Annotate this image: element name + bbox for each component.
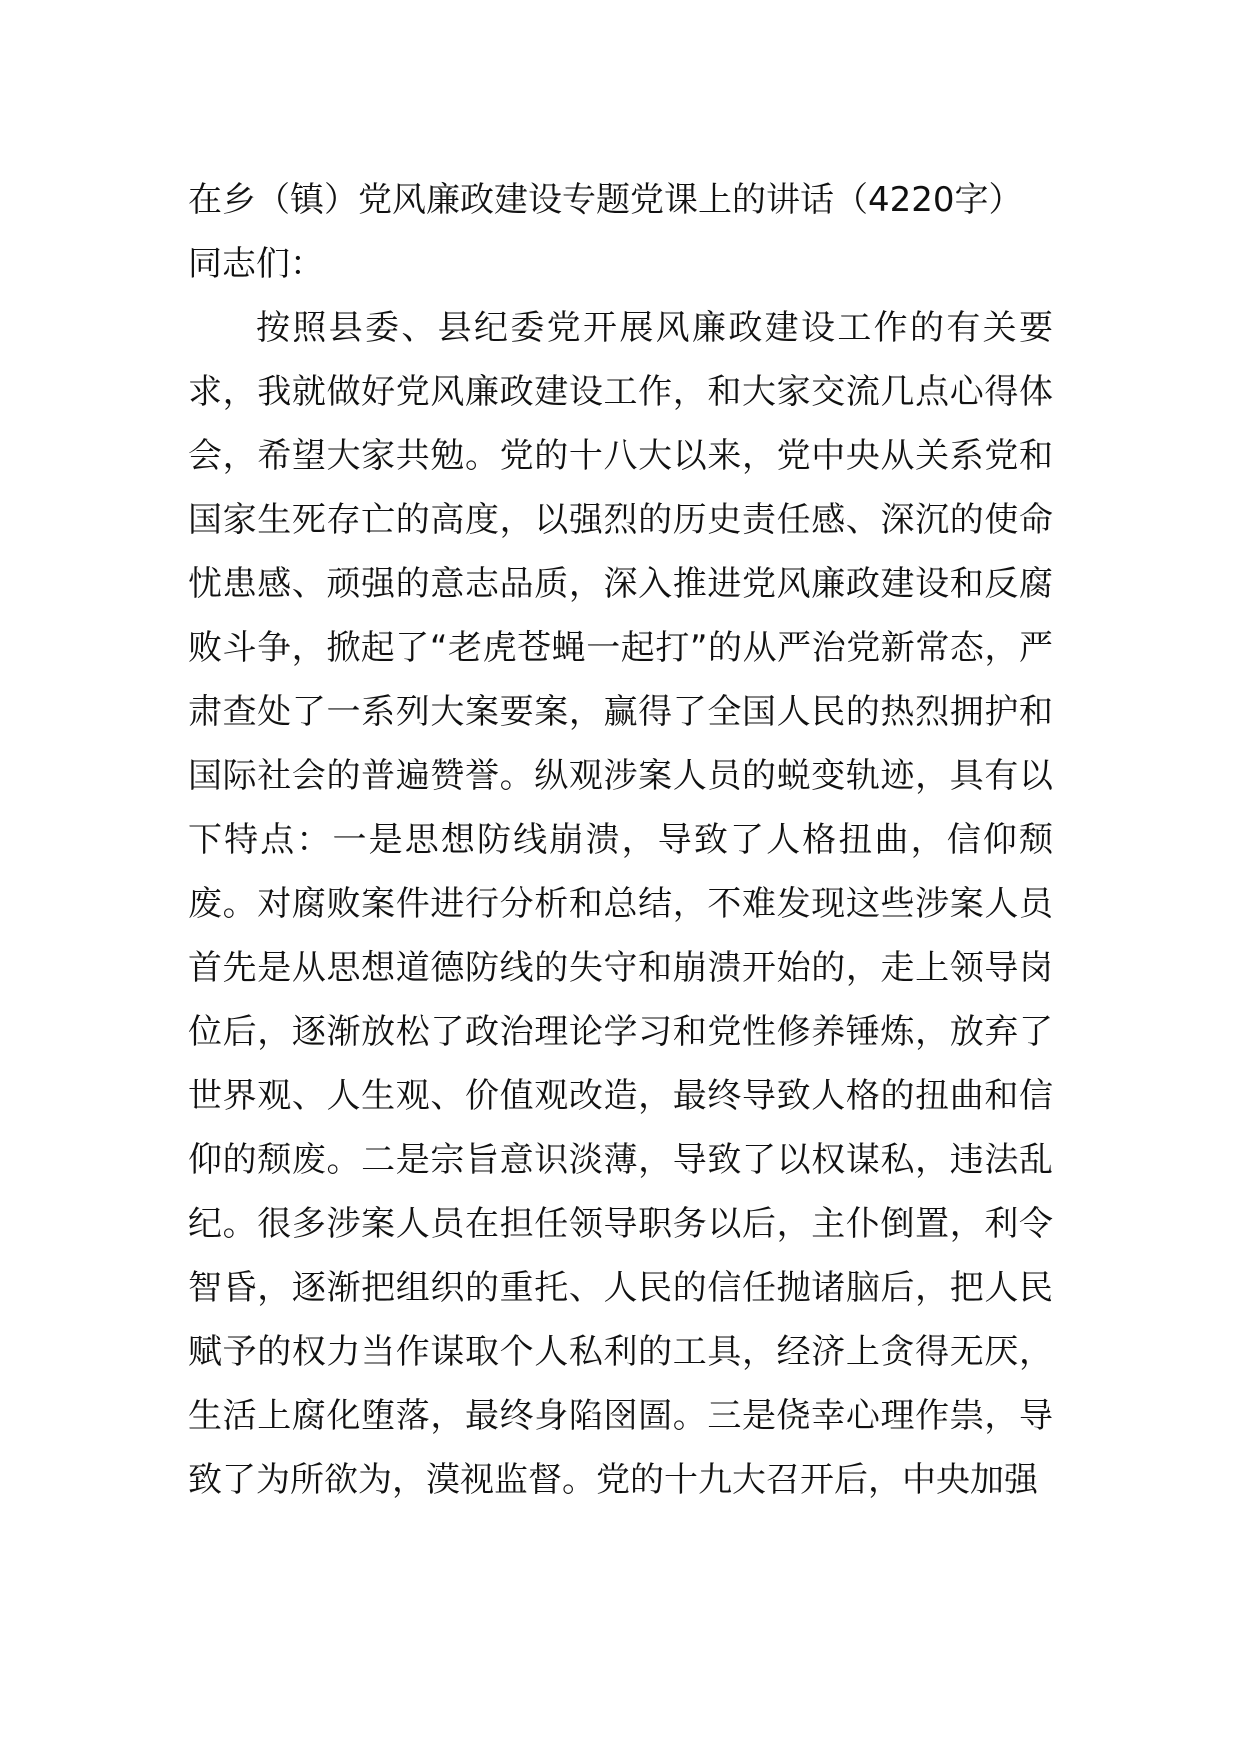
document-title: 在乡（镇）党风廉政建设专题党课上的讲话（4220字）	[188, 180, 1023, 220]
body-paragraph: 按照县委、县纪委党开展风廉政建设工作的有关要求，我就做好党风廉政建设工作，和大家交流几点心得体会，希望大家共勉。党的十八大以来，党中央从关系党和国家生死存亡的高度，以强烈的历史责任感、深沉的使命忧患感、顽强的意志品质，深入推进党风廉政建设和反腐败斗争，掀起了“老虎苍蝇一起打”的从严治党新常态，严肃查处了一系列大案要案，赢得了全国人民的热烈拥护和国际社会的普遍赞誉。纵观涉案人员的蜕变轨迹，具有以下特点：一是思想防线崩溃，导致了人格扭曲，信仰颓废。对腐败案件进行分析和总结，不难发现这些涉案人员首先是从思想道德防线的失守和崩溃开始的，走上领导岗位后，逐渐放松了政治理论学习和党性修养锤炼，放弃了世界观、人生观、价值观改造，最终导致人格的扭曲和信仰的颓废。二是宗旨意识淡薄，导致了以权谋私，违法乱纪。很多涉案人员在担任领导职务以后，主仆倒置，利令智昏，逐渐把组织的重托、人民的信任抛诸脑后，把人民赋予的权力当作谋取个人私利的工具，经济上贪得无厌，生活上腐化堕落，最终身陷囹圄。三是侥幸心理作祟，导致了为所欲为，漠视监督。党的十九大召开后，中央加强	[188, 308, 1053, 1500]
document-content	[188, 168, 1053, 1512]
salutation: 同志们：	[188, 244, 324, 284]
